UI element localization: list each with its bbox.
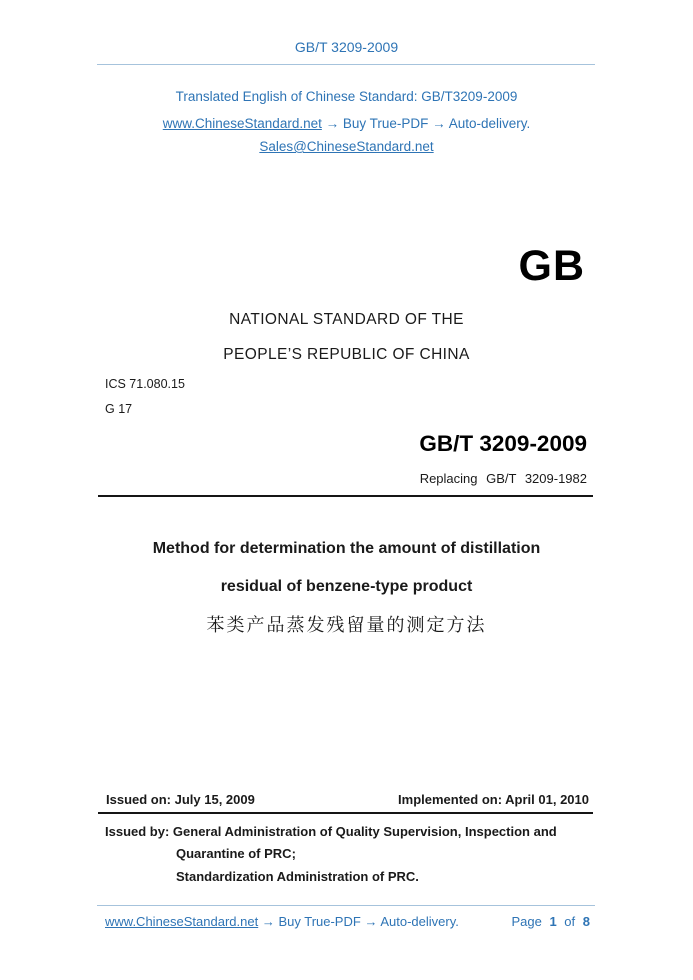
auto-delivery-text: Auto-delivery.: [448, 116, 531, 131]
arrow-icon: →: [261, 914, 275, 929]
title-english-line2: residual of benzene-type product: [220, 578, 473, 595]
class-code: G 17: [105, 402, 133, 416]
footer-buy-pdf-text: Buy True-PDF: [278, 914, 361, 929]
masthead-divider: [98, 495, 593, 497]
arrow-icon: →: [364, 914, 378, 929]
standard-code-heading: GB/T 3209-2009: [419, 431, 587, 456]
of-label: of: [564, 914, 576, 929]
gb-logo: GB: [518, 242, 585, 290]
banner-buy-line: [0, 116, 693, 131]
email-link[interactable]: Sales@ChineseStandard.net: [259, 139, 434, 154]
ics-code: ICS 71.080.15: [105, 377, 185, 391]
translated-line: Translated English of Chinese Standard: GB/T3209-2009: [175, 89, 518, 104]
arrow-icon: →: [432, 116, 446, 131]
arrow-icon: →: [325, 116, 340, 131]
page-indicator: [511, 914, 590, 929]
header-doc-code: GB/T 3209-2009: [294, 39, 399, 55]
footer-rule: [97, 905, 595, 906]
issuance-dates-row: [106, 792, 589, 807]
buy-pdf-text: Buy True-PDF: [342, 116, 429, 131]
issued-by-block: [105, 821, 593, 888]
banner-email-line: [0, 139, 693, 154]
header-rule: [97, 64, 595, 65]
page-number: 1: [549, 914, 557, 929]
footer-site-link[interactable]: www.ChineseStandard.net: [105, 914, 259, 929]
issued-by-line2: Quarantine of PRC;: [176, 846, 296, 862]
page-label: Page: [511, 914, 542, 929]
title-chinese: 苯类产品蒸发残留量的测定方法: [206, 615, 487, 636]
national-standard-line2: PEOPLE’S REPUBLIC OF CHINA: [223, 346, 470, 363]
page-total: 8: [582, 914, 590, 929]
issued-by-line3: Standardization Administration of PRC.: [176, 868, 419, 884]
footer-buy-line: [105, 914, 459, 929]
issuance-divider: [98, 812, 593, 814]
footer-row: [105, 914, 590, 929]
site-link[interactable]: www.ChineseStandard.net: [162, 116, 322, 131]
implemented-on-text: Implemented on: April 01, 2010: [398, 792, 589, 807]
issued-by-line1: Issued by: General Administration of Quality Supervision, Inspection and: [105, 824, 557, 839]
issued-on-text: Issued on: July 15, 2009: [106, 792, 255, 807]
replacing-note: Replacing GB/T 3209-1982: [419, 471, 587, 486]
title-english-line1: Method for determination the amount of distillation: [152, 540, 541, 557]
national-standard-line1: NATIONAL STANDARD OF THE: [229, 311, 464, 328]
footer-auto-delivery-text: Auto-delivery.: [380, 914, 459, 929]
